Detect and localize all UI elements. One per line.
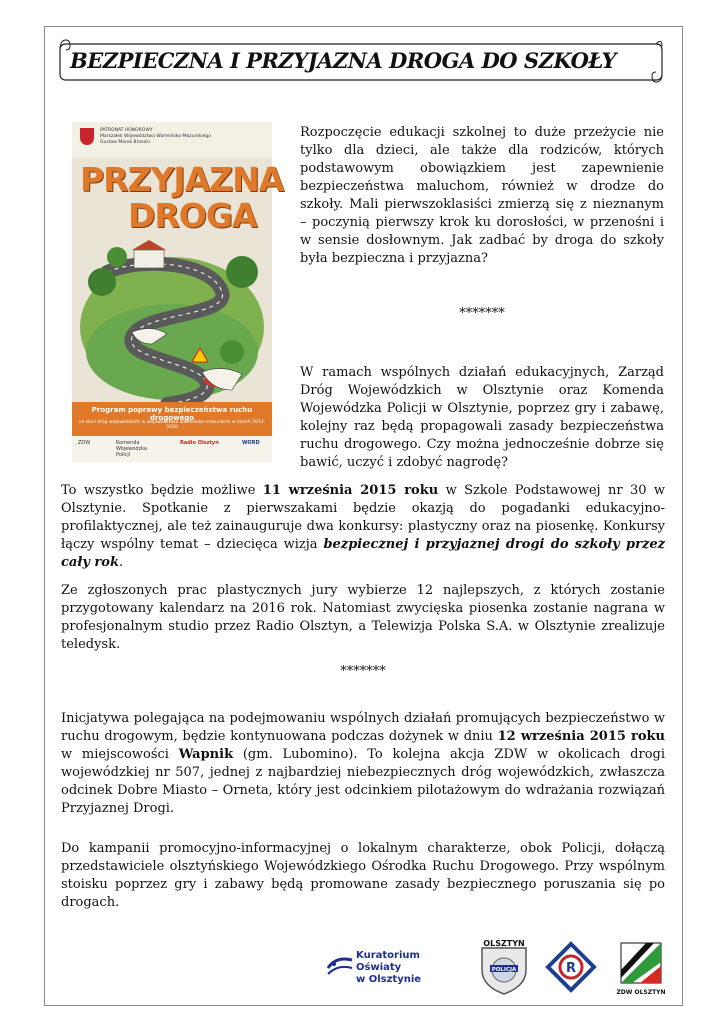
poster-title-line1: PRZYJAZNA (80, 160, 284, 199)
policja-label: POLICJA (491, 967, 517, 973)
kuratorium-line1: Kuratorium Oświaty (356, 950, 420, 973)
intro-paragraph-2: W ramach wspólnych działań edukacyjnych, Zarząd Dróg Wojewódzkich w Olsztynie oraz Komenda Wojewódzka Policji w Olsztynie, poprzez gry i zabawę, kolejny raz będą propagowali zasady bezpieczeństwa ruchu drogowego. Czy można jednocześnie dobrze się bawić, uczyć i zdobyć nagrodę? (300, 365, 664, 470)
separator-2: ******* (340, 664, 386, 679)
poster-logo-radio: Radio Olsztyn (180, 440, 219, 446)
intro-paragraph-1: Rozpoczęcie edukacji szkolnej to duże przeżycie nie tylko dla dzieci, ale także dla rodziców, których podstawowym obowiązkiem jest zapewnienie bezpieczeństwa maluchom, również w drodze do szkoły. Mali pierwszoklasiści zmierzą się z nieznanym – poczynią pierwszy krok ku dorosłości, w przenośni i w sensie dosłownym. Jak zadbać by droga do szkoły była bezpieczna i przyjazna? (300, 125, 664, 266)
date-highlight-1: 11 września 2015 roku (262, 483, 439, 498)
separator-1: ******* (459, 306, 505, 321)
poster-title-line2: DROGA (128, 196, 257, 235)
paragraph-6: Do kampanii promocyjno-informacyjnej o lokalnym charakterze, obok Policji, dołączą przedstawiciele olsztyńskiego Wojewódzkiego Ośrodka Ruchu Drogowego. Przy wspólnym stoisku poprzez gry i zabawy będą promowane zasady bezpiecznego poruszania się po drogach. (61, 841, 665, 910)
poster-image (72, 122, 284, 462)
date-highlight-2: 12 września 2015 roku (497, 729, 666, 744)
policja-logo (474, 938, 534, 996)
svg-text:R: R (565, 961, 577, 976)
zdw-label: ZDW OLSZTYN (616, 989, 666, 996)
kuratorium-icon (326, 950, 354, 978)
paragraph-5: Inicjatywa polegająca na podejmowaniu wspólnych działań promujących bezpieczeństwo w ruchu drogowym, będzie kontynuowana podczas dożynek w dniu 12 września 2015 roku w miejscowości Wapnik (gm. Lubomino). To kolejna akcja ZDW w okolicach drogi wojewódzkiej nr 507, jednej z najbardziej niebezpiecznych dróg wojewódzkich, zwłaszcza odcinek Dobre Miasto – Orneta, który jest odcinkiem pilotażowym do wdrażania rozwiązań Przyjaznej Drogi. (61, 711, 666, 816)
poster-logo-policja: Komenda Wojewódzka Policji (116, 440, 147, 458)
poster-band-title: Program poprawy bezpieczeństwa ruchu drogowego (91, 406, 253, 422)
paragraph-3: To wszystko będzie możliwe 11 września 2015 roku w Szkole Podstawowej nr 30 w Olsztynie. Spotkanie z pierwszakami będzie okazją do pogadanki edukacyjno-profilaktycznej, ale też zainauguruje dwa konkursy: plastyczny oraz na piosenkę. Konkursy łączy wspólny temat – dziecięca wizja bezpiecznej i przyjaznej drogi do szkoły przez cały rok. (61, 483, 666, 570)
paragraph-4: Ze zgłoszonych prac plastycznych jury wybierze 12 najlepszych, z których zostanie przygotowany kalendarz na 2016 rok. Natomiast zwycięska piosenka zostanie nagrana w profesjonalnym studio przez Radio Olsztyn, a Telewizja Polska S.A. w Olsztynie zrealizuje teledysk. (61, 583, 665, 652)
poster-logo-word: WORD (242, 440, 260, 446)
policja-top-label: OLSZTYN (483, 939, 525, 948)
poster-logo-zdw: ZDW (78, 440, 91, 446)
zdw-logo (616, 942, 666, 998)
kuratorium-line2: w Olsztynie (356, 974, 422, 985)
kuratorium-logo (326, 950, 466, 985)
poster-patronage: PATRONAT HONOROWY Marszałek Województwa Warmińsko-Mazurskiego Gustaw Marek Brzezin (100, 128, 211, 145)
place-highlight: Wapnik (178, 747, 234, 762)
road-safety-logo (546, 942, 596, 992)
title-banner (58, 38, 664, 82)
theme-highlight: bezpiecznej i przyjaznej drogi do szkoły przez cały rok (61, 537, 666, 570)
page-title: BEZPIECZNA I PRZYJAZNA DROGA DO SZKOŁY (70, 48, 616, 73)
poster-band (72, 402, 272, 436)
poster-band-subtitle: na sieci dróg wojewódzkich w województwie warmińsko-mazurskim w latach 2014-2020 (78, 420, 266, 430)
